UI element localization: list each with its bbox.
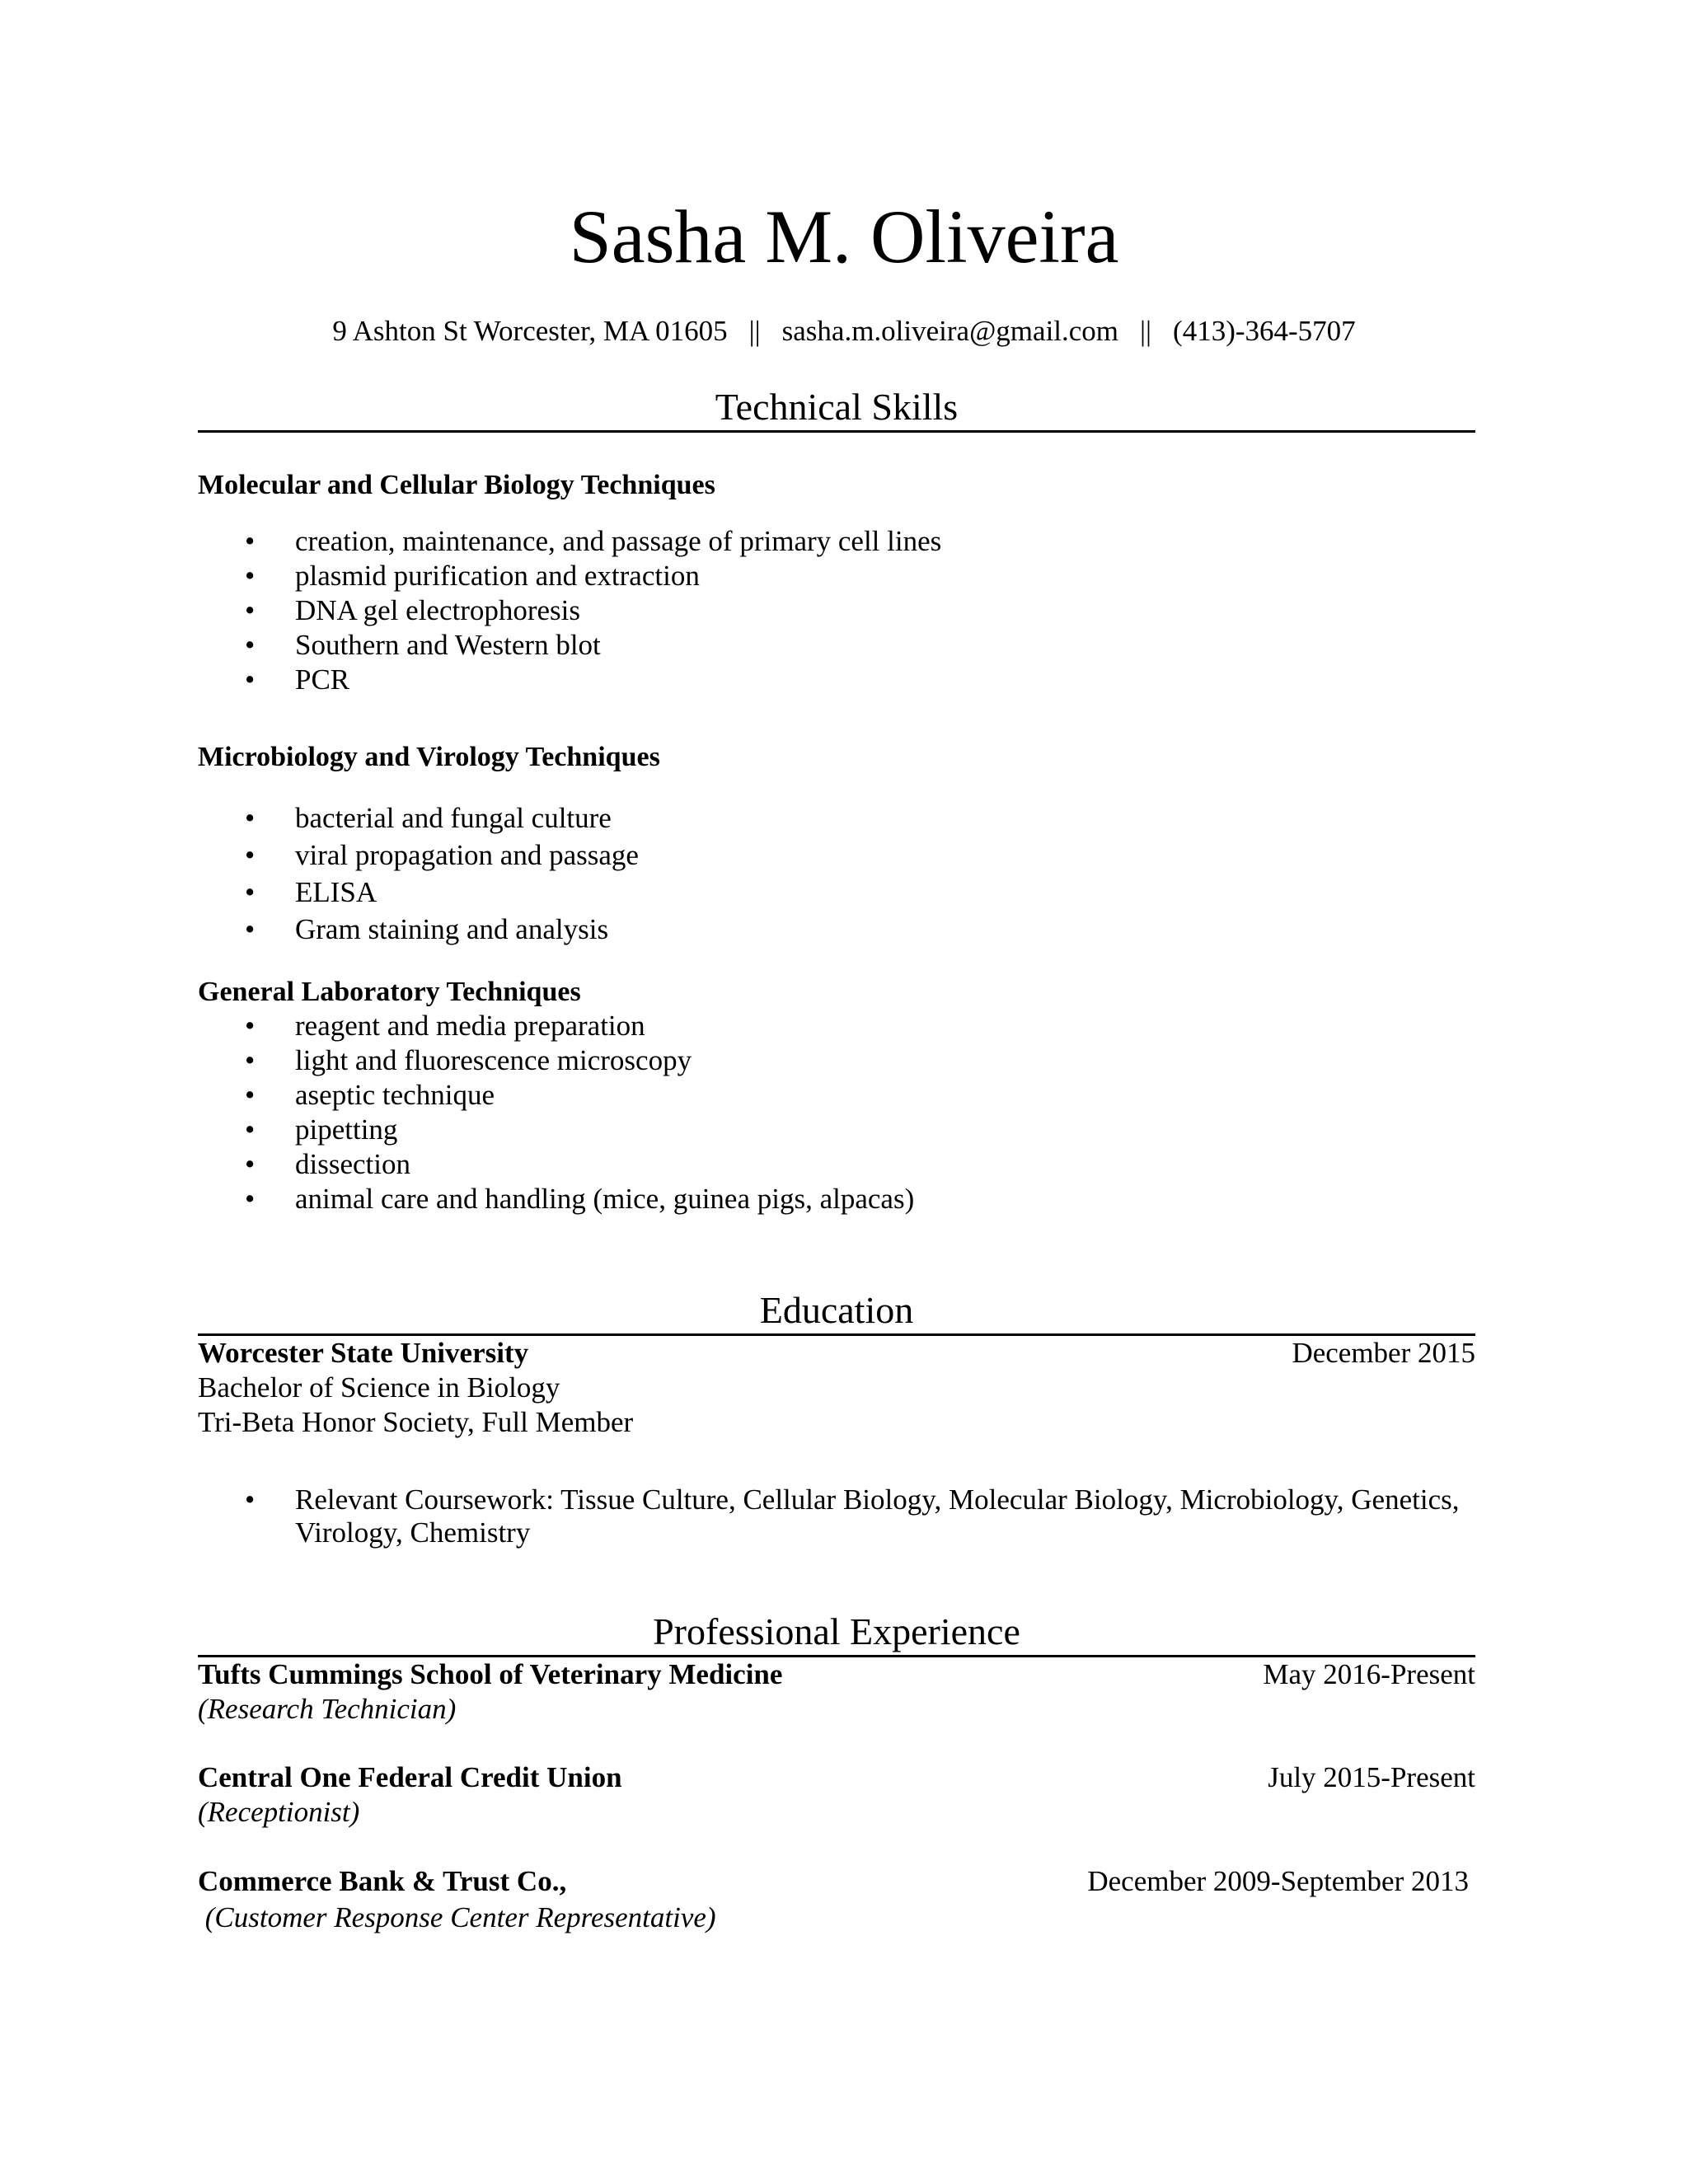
- list-item: • light and fluorescence microscopy: [198, 1043, 914, 1078]
- job-role: (Research Technician): [198, 1693, 457, 1725]
- job-entry: [198, 1657, 1475, 1692]
- employer-name: Central One Federal Credit Union: [198, 1761, 622, 1793]
- job-entry: [198, 1760, 1475, 1795]
- list-item: • bacterial and fungal culture: [198, 799, 639, 837]
- school-name: Worcester State University: [198, 1337, 529, 1369]
- list-item: • plasmid purification and extraction: [198, 559, 941, 593]
- list-item: • Relevant Coursework: Tissue Culture, Cellular Biology, Molecular Biology, Microbiology, Genetics, Virology, Chemistry: [198, 1483, 1484, 1549]
- list-item: • dissection: [198, 1147, 914, 1182]
- skill-group-heading: General Laboratory Techniques: [198, 977, 581, 1007]
- phone: (413)-364-5707: [1173, 315, 1356, 347]
- section-title-technical-skills: Technical Skills: [198, 384, 1475, 433]
- honor: Tri-Beta Honor Society, Full Member: [198, 1406, 634, 1438]
- job-dates: May 2016-Present: [1263, 1658, 1475, 1690]
- coursework-list: [198, 1483, 1484, 1549]
- email[interactable]: sasha.m.oliveira@gmail.com: [781, 315, 1119, 347]
- job-role: (Receptionist): [198, 1796, 360, 1828]
- employer-name: Commerce Bank & Trust Co.,: [198, 1865, 567, 1897]
- list-item: • Southern and Western blot: [198, 628, 941, 663]
- list-item: • DNA gel electrophoresis: [198, 593, 941, 628]
- job-role: (Customer Response Center Representative): [198, 1901, 716, 1933]
- skill-list: [198, 799, 639, 948]
- list-item: • creation, maintenance, and passage of primary cell lines: [198, 524, 941, 559]
- list-item: • PCR: [198, 663, 941, 697]
- list-item: • ELISA: [198, 874, 639, 911]
- degree: Bachelor of Science in Biology: [198, 1371, 560, 1404]
- candidate-name: Sasha M. Oliveira: [569, 194, 1119, 279]
- list-item: • reagent and media preparation: [198, 1009, 914, 1043]
- skill-group-heading: Microbiology and Virology Techniques: [198, 742, 660, 772]
- separator: ||: [1140, 315, 1152, 347]
- job-entry: [198, 1864, 1475, 1899]
- job-dates: July 2015-Present: [1268, 1761, 1475, 1793]
- list-item: • animal care and handling (mice, guinea pigs, alpacas): [198, 1182, 914, 1216]
- list-item: • viral propagation and passage: [198, 837, 639, 874]
- employer-name: Tufts Cummings School of Veterinary Medicine: [198, 1658, 783, 1690]
- section-title-education: Education: [198, 1287, 1475, 1336]
- separator: ||: [748, 315, 761, 347]
- list-item: • aseptic technique: [198, 1078, 914, 1113]
- address: 9 Ashton St Worcester, MA 01605: [332, 315, 728, 347]
- skill-list: [198, 524, 941, 697]
- list-item: • pipetting: [198, 1113, 914, 1147]
- contact-line: [0, 313, 1688, 349]
- job-dates: December 2009-September 2013: [1087, 1865, 1469, 1897]
- skill-group-heading: Molecular and Cellular Biology Techniques: [198, 470, 715, 500]
- education-entry: [198, 1336, 1475, 1371]
- graduation-date: December 2015: [1292, 1337, 1475, 1369]
- skill-list: [198, 1009, 914, 1216]
- section-title-professional-experience: Professional Experience: [198, 1609, 1475, 1657]
- list-item: • Gram staining and analysis: [198, 911, 639, 948]
